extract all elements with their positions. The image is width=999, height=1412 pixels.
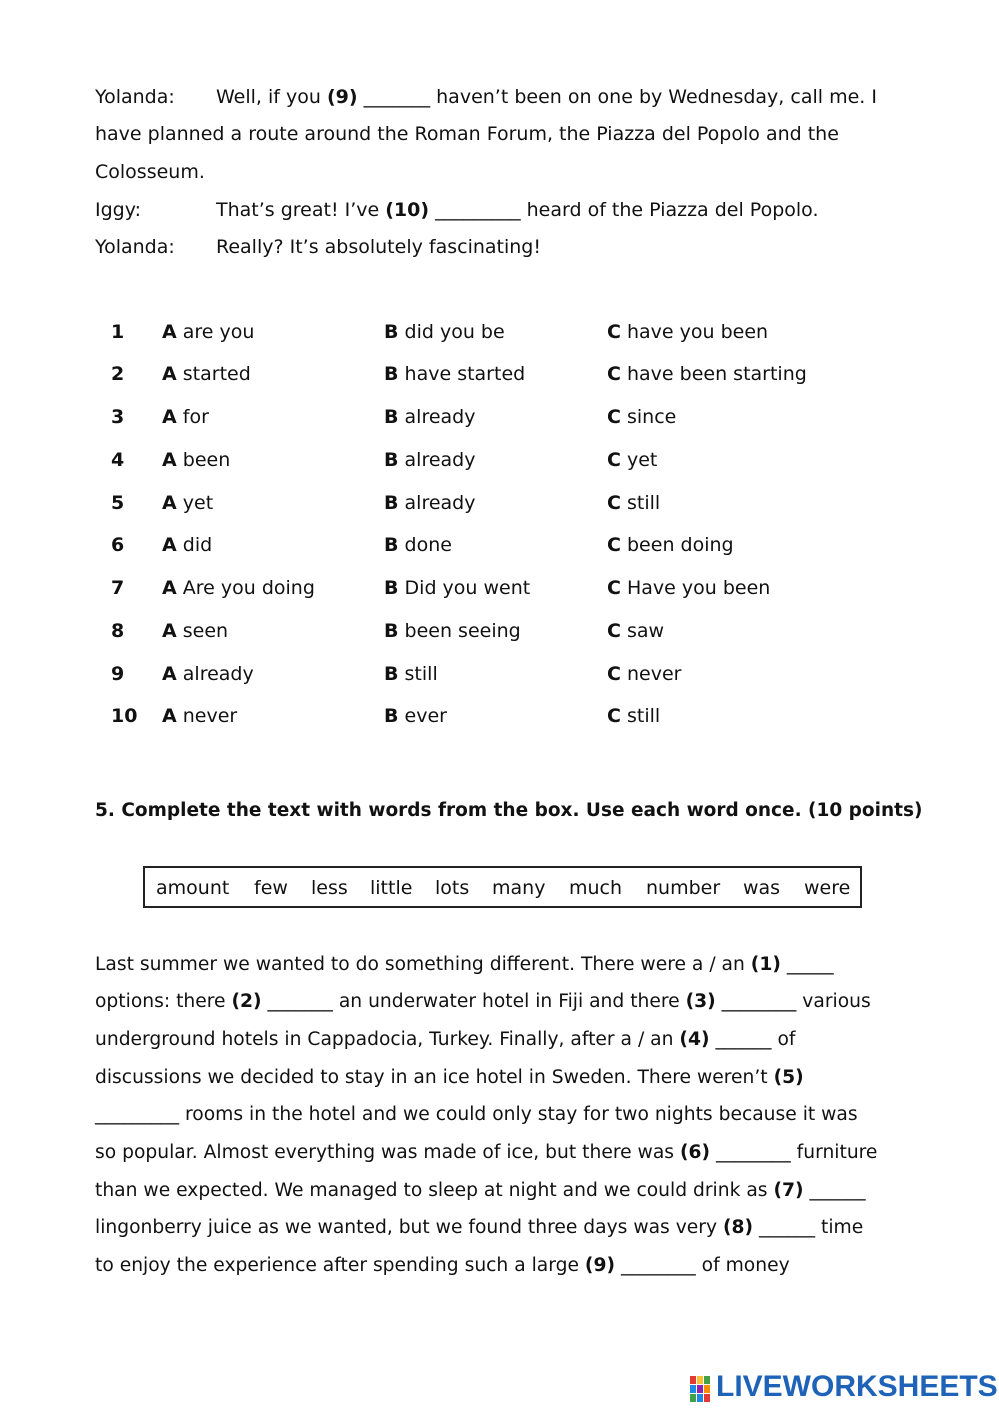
option-row — [0, 575, 999, 601]
option-row — [0, 532, 999, 558]
word-box-item: amount — [156, 877, 230, 899]
option-c: C have been starting — [607, 363, 807, 385]
gap-number: (9) — [326, 86, 358, 108]
option-a: A yet — [162, 492, 214, 514]
paragraph-line: underground hotels in Cappadocia, Turkey. Finally, after a / an (4) ______ of — [95, 1029, 796, 1050]
speaker: Yolanda: — [95, 86, 175, 108]
option-b: B ever — [384, 705, 447, 727]
option-b: B have started — [384, 363, 526, 385]
option-c: C yet — [607, 449, 658, 471]
option-row — [0, 490, 999, 516]
word-box-item: lots — [435, 877, 470, 899]
option-a: A already — [162, 663, 254, 685]
option-row — [0, 661, 999, 687]
blocks-icon — [690, 1376, 712, 1402]
option-a: A seen — [162, 620, 229, 642]
paragraph-line: lingonberry juice as we wanted, but we found three days was very (8) ______ time — [95, 1217, 864, 1238]
option-b: B been seeing — [384, 620, 521, 642]
question-number: 1 — [111, 321, 125, 343]
section-heading: 5. Complete the text with words from the box. Use each word once. (10 points) — [95, 800, 923, 821]
question-number: 10 — [111, 705, 138, 727]
option-c: C saw — [607, 620, 665, 642]
question-number: 7 — [111, 577, 125, 599]
option-a: A did — [162, 534, 213, 556]
word-box-item: were — [804, 877, 851, 899]
paragraph-line: to enjoy the experience after spending such a large (9) ________ of money — [95, 1255, 790, 1276]
paragraph-line: _________ rooms in the hotel and we could only stay for two nights because it was — [95, 1104, 858, 1125]
question-number: 6 — [111, 534, 125, 556]
option-a: A been — [162, 449, 231, 471]
word-box-item: little — [370, 877, 413, 899]
option-c: C still — [607, 705, 661, 727]
option-c: C Have you been — [607, 577, 771, 599]
gap-number: (4) — [679, 1029, 710, 1050]
question-number: 2 — [111, 363, 125, 385]
logo-text: LIVEWORKSHEETS — [716, 1370, 998, 1403]
option-b: B already — [384, 449, 476, 471]
word-box-item: number — [646, 877, 721, 899]
option-row — [0, 618, 999, 644]
option-row — [0, 703, 999, 729]
gap-number: (9) — [584, 1255, 616, 1276]
option-b: B done — [384, 534, 452, 556]
option-row — [0, 319, 999, 345]
gap-number: (8) — [722, 1217, 754, 1238]
dialogue-line: Colosseum. — [95, 161, 205, 183]
paragraph-line: options: there (2) _______ an underwater hotel in Fiji and there (3) ________ various — [95, 991, 871, 1012]
option-a: A started — [162, 363, 251, 385]
question-number: 8 — [111, 620, 125, 642]
word-box-item: many — [492, 877, 546, 899]
option-b: B still — [384, 663, 438, 685]
question-number: 3 — [111, 406, 125, 428]
question-number: 5 — [111, 492, 125, 514]
gap-number: (6) — [679, 1142, 711, 1163]
option-a: A never — [162, 705, 238, 727]
speaker: Yolanda: — [95, 236, 175, 258]
word-box — [143, 866, 862, 908]
option-a: A for — [162, 406, 209, 428]
option-c: C been doing — [607, 534, 734, 556]
gap-number: (2) — [231, 991, 262, 1012]
option-row — [0, 404, 999, 430]
option-c: C since — [607, 406, 677, 428]
option-b: B already — [384, 406, 476, 428]
question-number: 4 — [111, 449, 125, 471]
word-box-item: few — [254, 877, 288, 899]
gap-number: (1) — [750, 954, 781, 975]
question-number: 9 — [111, 663, 125, 685]
paragraph-line: than we expected. We managed to sleep at night and we could drink as (7) ______ — [95, 1180, 866, 1201]
option-c: C never — [607, 663, 682, 685]
option-c: C have you been — [607, 321, 769, 343]
option-c: C still — [607, 492, 661, 514]
speaker: Iggy: — [95, 199, 141, 221]
gap-number: (10) — [385, 199, 430, 221]
option-row — [0, 447, 999, 473]
option-a: A are you — [162, 321, 255, 343]
dialogue-line: Yolanda: Really? It’s absolutely fascinating! — [95, 236, 541, 258]
dialogue-line: Iggy: That’s great! I’ve (10) _________ heard of the Piazza del Popolo. — [95, 199, 819, 221]
dialogue-line: Yolanda: Well, if you (9) _______ haven’t been on one by Wednesday, call me. I — [95, 86, 877, 108]
option-a: A Are you doing — [162, 577, 315, 599]
word-box-item: was — [743, 877, 781, 899]
gap-number: (7) — [773, 1180, 804, 1201]
gap-number: (5) — [773, 1067, 804, 1088]
option-row — [0, 361, 999, 387]
paragraph-line: so popular. Almost everything was made of ice, but there was (6) ________ furniture — [95, 1142, 878, 1163]
paragraph-line: Last summer we wanted to do something different. There were a / an (1) _____ — [95, 954, 834, 975]
word-box-item: much — [569, 877, 623, 899]
option-b: B already — [384, 492, 476, 514]
option-b: B did you be — [384, 321, 505, 343]
dialogue-line: have planned a route around the Roman Forum, the Piazza del Popolo and the — [95, 123, 839, 145]
paragraph-line: discussions we decided to stay in an ice hotel in Sweden. There weren’t (5) — [95, 1067, 804, 1088]
option-b: B Did you went — [384, 577, 531, 599]
gap-number: (3) — [685, 991, 716, 1012]
word-box-item: less — [311, 877, 348, 899]
